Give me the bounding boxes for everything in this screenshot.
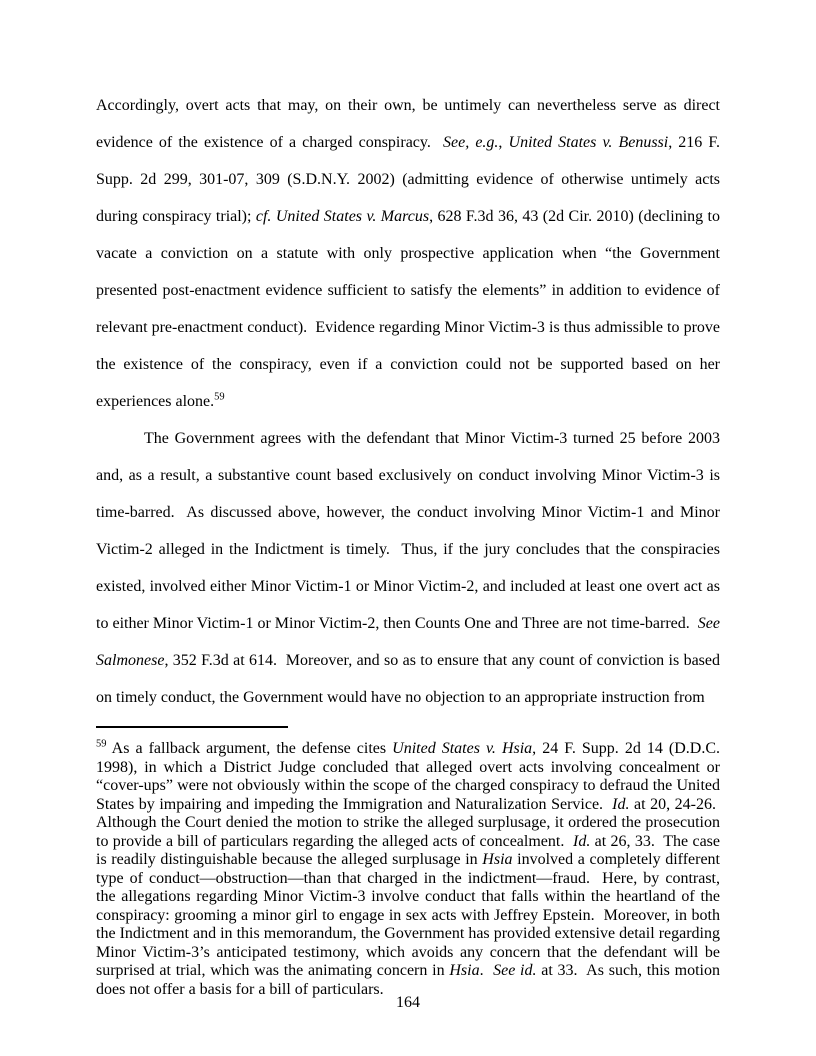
- text-run: at 20, 24-26. Although the Court denied the motion to strike the alleged surplusage, it ordered the prosecution to provide a bill of particulars regarding the alleged acts of concealment.: [96, 795, 721, 850]
- footnote-separator: [96, 726, 288, 728]
- text-run: Hsia: [449, 962, 480, 979]
- footnote-59: [96, 740, 720, 999]
- text-run: , 628 F.3d 36, 43 (2d Cir. 2010) (declining to vacate a conviction on a statute with only prospective application when “the Government presented post-enactment evidence sufficient to satisfy the elements” in addition to evidence of relevant pre-enactment conduct). Evidence regarding Minor Victim-3 is thus admissible to prove the existence of the conspiracy, even if a conviction could not be supported based on her experiences alone.: [96, 208, 720, 410]
- text-run: at 33. As such, this motion does not offer a basis for a bill of particulars.: [96, 962, 720, 998]
- text-run: at 26, 33. The case is readily distinguishable because the alleged surplusage in: [96, 832, 720, 868]
- body-paragraph-2: [96, 420, 720, 716]
- text-run: The Government agrees with the defendant that Minor Victim-3 turned 25 before 2003 and, as a result, a substantive count based exclusively on conduct involving Minor Victim-3 is time-barred. As discussed above, however, the conduct involving Minor Victim-1 and Minor Victim-2 alleged in the Indictment is timely. Thus, if the jury concludes that the conspiracies existed, involved either Minor Victim-1 or Minor Victim-2, and included at least one overt act as to either Minor Victim-1 or Minor Victim-2, then Counts One and Three are not time-barred.: [96, 430, 720, 632]
- text-run: Hsia: [482, 851, 513, 868]
- page-number: 164: [396, 994, 420, 1011]
- text-run: cf. United States v. Marcus: [255, 208, 430, 225]
- body-paragraph-1: [96, 87, 720, 420]
- text-run: United States v. Benussi: [508, 134, 669, 151]
- text-run: Id.: [573, 832, 591, 850]
- text-run: See, e.g.: [443, 134, 499, 151]
- footnote-reference: 59: [96, 738, 107, 750]
- text-run: United States v. Hsia: [392, 740, 533, 757]
- text-run: , 216 F. Supp. 2d 299, 301-07, 309 (S.D.N.Y. 2002) (admitting evidence of otherwise untimely acts during conspiracy trial);: [96, 134, 720, 225]
- text-run: Id.: [612, 795, 630, 813]
- footnote-reference: 59: [214, 391, 225, 403]
- document-body: [96, 87, 720, 716]
- text-run: involved a completely different type of conduct—obstruction—than that charged in the indictment—fraud. Here, by contrast, the allegations regarding Minor Victim-3 involve conduct that falls within the heartland of the conspiracy: grooming a minor girl to engage in sex acts with Jeffrey Epstein. Moreover, in both the Indictment and in this memorandum, the Government has provided extensive detail regarding Minor Victim-3’s anticipated testimony, which avoids any concern that the defendant will be surprised at trial, which was the animating concern in: [96, 851, 721, 979]
- text-run: .: [479, 962, 494, 979]
- text-run: As a fallback argument, the defense cites: [106, 740, 393, 757]
- text-run: Accordingly, overt acts that may, on their own, be untimely can nevertheless serve as direct evidence of the existence of a charged conspiracy.: [96, 97, 720, 151]
- footnote-area: [96, 726, 720, 999]
- text-run: , 24 F. Supp. 2d 14 (D.D.C. 1998), in which a District Judge concluded that alleged overt acts involving concealment or “cover-ups” were not obviously within the scope of the charged conspiracy to defraud the United States by impairing and impeding the Immigration and Naturalization Service.: [96, 740, 721, 813]
- text-run: See Salmonese: [96, 615, 720, 669]
- text-run: , 352 F.3d at 614. Moreover, and so as to ensure that any count of conviction is based on timely conduct, the Government would have no objection to an appropriate instruction from: [96, 652, 720, 706]
- text-run: ,: [498, 134, 509, 151]
- text-run: See id.: [493, 962, 537, 979]
